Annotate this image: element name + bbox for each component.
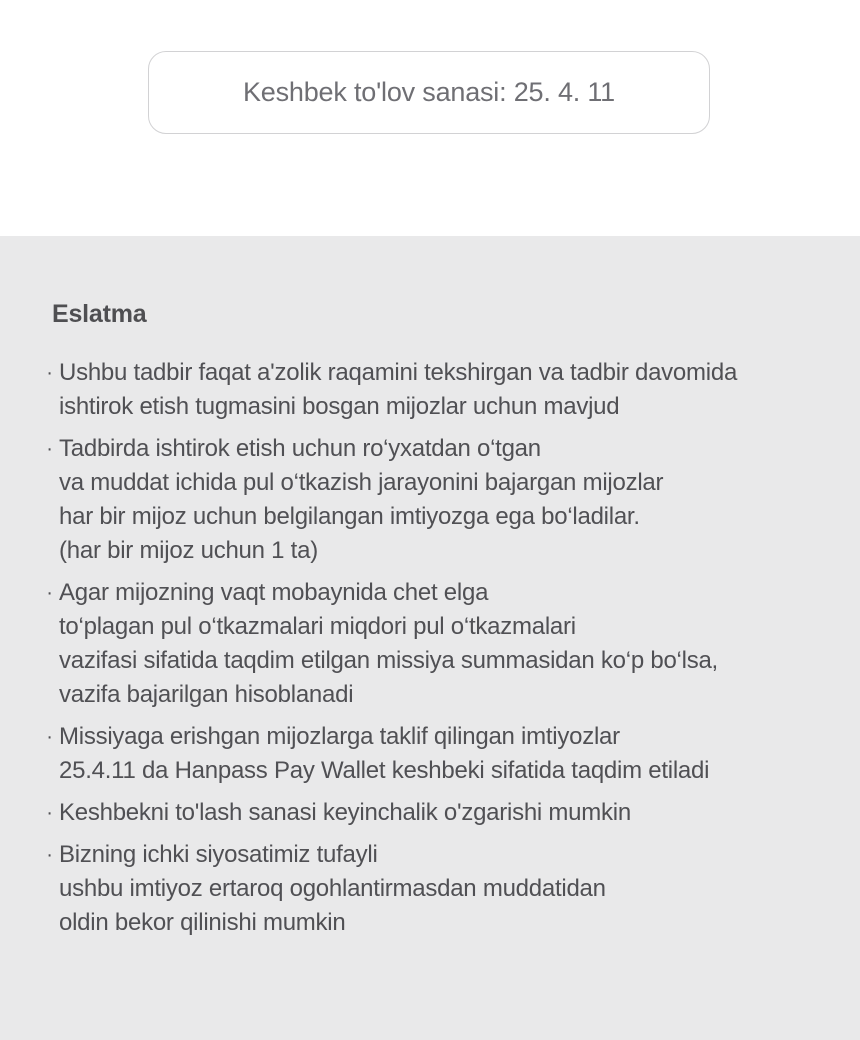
bullet-icon: · (46, 438, 53, 460)
note-line: to‘plagan pul o‘tkazmalari miqdori pul o‘tkazmalari (59, 613, 576, 640)
note-line: Bizning ichki siyosatimiz tufayli (59, 841, 378, 868)
note-line: ishtirok etish tugmasini bosgan mijozlar uchun mavjud (59, 393, 620, 420)
note-text (59, 432, 663, 568)
note-text (59, 796, 631, 830)
note-line: (har bir mijoz uchun 1 ta) (59, 537, 318, 564)
note-text (59, 838, 606, 940)
note-line: Tadbirda ishtirok etish uchun ro‘yxatdan o‘tgan (59, 435, 541, 462)
note-line: va muddat ichida pul o‘tkazish jarayonini bajargan mijozlar (59, 469, 664, 496)
cashback-date-box (148, 51, 710, 134)
note-line: vazifasi sifatida taqdim etilgan missiya summasidan ko‘p bo‘lsa, (59, 647, 718, 674)
note-line: oldin bekor qilinishi mumkin (59, 909, 346, 936)
notes-title: Eslatma (52, 300, 147, 328)
top-section (0, 0, 860, 236)
note-text (59, 576, 718, 712)
bullet-icon: · (46, 844, 53, 866)
note-line: Keshbekni to'lash sanasi keyinchalik o'zgarishi mumkin (59, 799, 631, 826)
note-item (40, 796, 830, 830)
notes-section (0, 236, 860, 1040)
note-line: har bir mijoz uchun belgilangan imtiyozga ega bo‘ladilar. (59, 503, 640, 530)
note-item (40, 838, 830, 940)
note-item (40, 720, 830, 788)
bullet-icon: · (46, 582, 53, 604)
note-line: Missiyaga erishgan mijozlarga taklif qilingan imtiyozlar (59, 723, 620, 750)
bullet-icon: · (46, 362, 53, 384)
note-line: ushbu imtiyoz ertaroq ogohlantirmasdan muddatidan (59, 875, 606, 902)
bullet-icon: · (46, 726, 53, 748)
note-item (40, 432, 830, 568)
bullet-icon: · (46, 802, 53, 824)
note-line: Ushbu tadbir faqat a'zolik raqamini tekshirgan va tadbir davomida (59, 359, 738, 386)
cashback-date-label: Keshbek to'lov sanasi: 25. 4. 11 (243, 77, 615, 107)
note-line: vazifa bajarilgan hisoblanadi (59, 681, 354, 708)
note-line: 25.4.11 da Hanpass Pay Wallet keshbeki sifatida taqdim etiladi (59, 757, 710, 784)
notes-list (40, 356, 830, 948)
note-text (59, 356, 737, 424)
note-text (59, 720, 709, 788)
note-item (40, 576, 830, 712)
note-line: Agar mijozning vaqt mobaynida chet elga (59, 579, 489, 606)
note-item (40, 356, 830, 424)
